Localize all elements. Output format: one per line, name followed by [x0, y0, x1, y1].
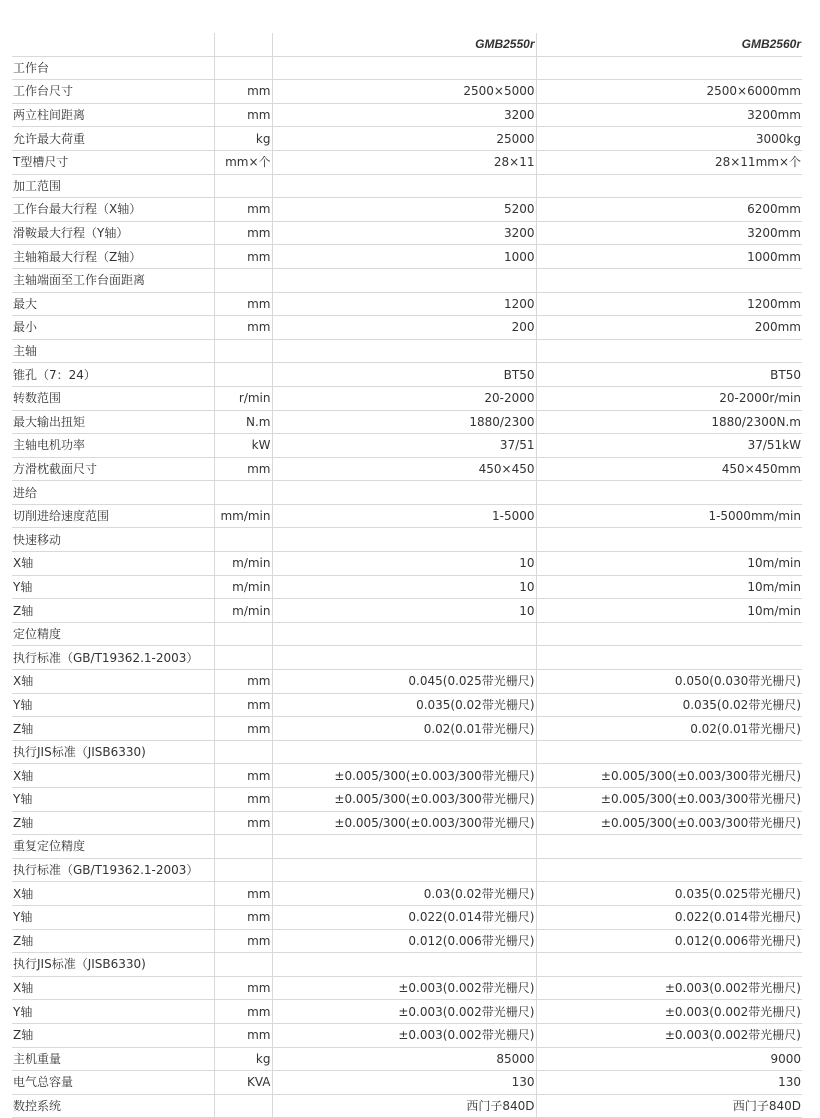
- header-name-cell: [12, 33, 214, 56]
- model-1-value-cell: ±0.003(0.002带光栅尺): [272, 1023, 536, 1047]
- spec-name-cell: 主轴端面至工作台面距离: [12, 268, 214, 292]
- spec-name-cell: T型槽尺寸: [12, 150, 214, 174]
- model-1-value-cell: 25000: [272, 127, 536, 151]
- table-row: [12, 599, 802, 623]
- model-1-value-cell: 0.022(0.014带光栅尺): [272, 905, 536, 929]
- table-row: [12, 150, 802, 174]
- model-2-value-cell: 450×450mm: [536, 457, 802, 481]
- section-row: [12, 953, 802, 977]
- spec-name-cell: 最大输出扭矩: [12, 410, 214, 434]
- model-2-value-cell: 10m/min: [536, 575, 802, 599]
- table-row: [12, 410, 802, 434]
- model-2-value-cell: 28×11mm×个: [536, 150, 802, 174]
- spec-unit-cell: [214, 481, 272, 505]
- spec-name-cell: 主机重量: [12, 1047, 214, 1071]
- section-row: [12, 174, 802, 198]
- spec-unit-cell: mm: [214, 316, 272, 340]
- spec-name-cell: Y轴: [12, 788, 214, 812]
- table-row: [12, 363, 802, 387]
- spec-unit-cell: [214, 174, 272, 198]
- model-1-value-cell: ±0.005/300(±0.003/300带光栅尺): [272, 788, 536, 812]
- spec-unit-cell: [214, 56, 272, 80]
- spec-unit-cell: mm: [214, 103, 272, 127]
- spec-unit-cell: mm: [214, 1023, 272, 1047]
- spec-name-cell: 最大: [12, 292, 214, 316]
- spec-unit-cell: m/min: [214, 575, 272, 599]
- model-1-value-cell: 5200: [272, 198, 536, 222]
- model-2-value-cell: 10m/min: [536, 599, 802, 623]
- spec-name-cell: 执行标准（GB/T19362.1-2003）: [12, 646, 214, 670]
- spec-unit-cell: mm: [214, 292, 272, 316]
- table-row: [12, 1071, 802, 1095]
- spec-name-cell: 执行JIS标准（JISB6330): [12, 953, 214, 977]
- header-unit-cell: [214, 33, 272, 56]
- table-row: [12, 575, 802, 599]
- spec-name-cell: 主轴箱最大行程（Z轴）: [12, 245, 214, 269]
- model-2-value-cell: 37/51kW: [536, 434, 802, 458]
- model-2-value-cell: [536, 646, 802, 670]
- spec-unit-cell: mm: [214, 221, 272, 245]
- spec-unit-cell: mm: [214, 882, 272, 906]
- model-2-value-cell: 西门子840D: [536, 1094, 802, 1118]
- spec-name-cell: X轴: [12, 670, 214, 694]
- spec-unit-cell: mm: [214, 717, 272, 741]
- section-row: [12, 622, 802, 646]
- model-2-value-cell: 10m/min: [536, 552, 802, 576]
- spec-unit-cell: [214, 622, 272, 646]
- spec-name-cell: Z轴: [12, 717, 214, 741]
- spec-name-cell: 工作台最大行程（X轴）: [12, 198, 214, 222]
- table-row: [12, 905, 802, 929]
- table-row: [12, 811, 802, 835]
- spec-name-cell: Z轴: [12, 1023, 214, 1047]
- spec-name-cell: 主轴电机功率: [12, 434, 214, 458]
- spec-name-cell: X轴: [12, 552, 214, 576]
- spec-unit-cell: mm: [214, 905, 272, 929]
- spec-name-cell: Z轴: [12, 811, 214, 835]
- model-1-value-cell: 85000: [272, 1047, 536, 1071]
- spec-name-cell: 加工范围: [12, 174, 214, 198]
- spec-unit-cell: mm: [214, 80, 272, 104]
- model-2-value-cell: 0.035(0.02带光栅尺): [536, 693, 802, 717]
- model-2-value-cell: 1200mm: [536, 292, 802, 316]
- section-row: [12, 858, 802, 882]
- spec-unit-cell: mm/min: [214, 504, 272, 528]
- spec-unit-cell: mm: [214, 764, 272, 788]
- spec-unit-cell: m/min: [214, 552, 272, 576]
- model-2-value-cell: ±0.003(0.002带光栅尺): [536, 976, 802, 1000]
- model-1-value-cell: ±0.005/300(±0.003/300带光栅尺): [272, 764, 536, 788]
- table-row: [12, 80, 802, 104]
- spec-name-cell: X轴: [12, 882, 214, 906]
- table-row: [12, 788, 802, 812]
- model-2-value-cell: 2500×6000mm: [536, 80, 802, 104]
- model-2-value-cell: 3000kg: [536, 127, 802, 151]
- model-1-value-cell: [272, 858, 536, 882]
- model-1-value-cell: 2500×5000: [272, 80, 536, 104]
- model-1-value-cell: 20-2000: [272, 386, 536, 410]
- table-row: [12, 764, 802, 788]
- model-2-value-cell: [536, 953, 802, 977]
- table-row: [12, 670, 802, 694]
- model-1-value-cell: 37/51: [272, 434, 536, 458]
- model-1-value-cell: 0.035(0.02带光栅尺): [272, 693, 536, 717]
- model-1-value-cell: 3200: [272, 221, 536, 245]
- model-1-value-cell: [272, 953, 536, 977]
- model-2-value-cell: [536, 56, 802, 80]
- table-row: [12, 386, 802, 410]
- table-row: [12, 127, 802, 151]
- model-1-value-cell: 200: [272, 316, 536, 340]
- model-1-value-cell: 1880/2300: [272, 410, 536, 434]
- table-row: [12, 1000, 802, 1024]
- model-2-value-cell: 1880/2300N.m: [536, 410, 802, 434]
- spec-name-cell: 滑鞍最大行程（Y轴）: [12, 221, 214, 245]
- model-1-value-cell: 450×450: [272, 457, 536, 481]
- table-row: [12, 504, 802, 528]
- section-row: [12, 740, 802, 764]
- spec-name-cell: Y轴: [12, 693, 214, 717]
- model-1-value-cell: 28×11: [272, 150, 536, 174]
- model-2-value-cell: [536, 339, 802, 363]
- spec-name-cell: 进给: [12, 481, 214, 505]
- model-2-value-cell: [536, 528, 802, 552]
- spec-unit-cell: [214, 528, 272, 552]
- spec-unit-cell: mm: [214, 976, 272, 1000]
- spec-name-cell: 允许最大荷重: [12, 127, 214, 151]
- spec-name-cell: 主轴: [12, 339, 214, 363]
- spec-unit-cell: [214, 646, 272, 670]
- spec-unit-cell: r/min: [214, 386, 272, 410]
- spec-name-cell: 执行标准（GB/T19362.1-2003）: [12, 858, 214, 882]
- model-1-value-cell: 1000: [272, 245, 536, 269]
- model-1-value-cell: [272, 646, 536, 670]
- spec-name-cell: 工作台: [12, 56, 214, 80]
- model-1-value-cell: 3200: [272, 103, 536, 127]
- spec-unit-cell: [214, 953, 272, 977]
- model-1-value-cell: [272, 174, 536, 198]
- table-row: [12, 1094, 802, 1118]
- model-1-value-cell: [272, 835, 536, 859]
- table-row: [12, 552, 802, 576]
- spec-table: [12, 33, 802, 1118]
- model-1-value-cell: 西门子840D: [272, 1094, 536, 1118]
- spec-name-cell: 定位精度: [12, 622, 214, 646]
- model-1-value-cell: 0.045(0.025带光栅尺): [272, 670, 536, 694]
- model-2-value-cell: 130: [536, 1071, 802, 1095]
- section-row: [12, 268, 802, 292]
- model-1-value-cell: 1-5000: [272, 504, 536, 528]
- spec-name-cell: 重复定位精度: [12, 835, 214, 859]
- model-2-value-cell: 3200mm: [536, 221, 802, 245]
- model-1-value-cell: [272, 622, 536, 646]
- spec-name-cell: X轴: [12, 976, 214, 1000]
- model-1-value-cell: 10: [272, 552, 536, 576]
- spec-name-cell: Y轴: [12, 575, 214, 599]
- model-1-value-cell: [272, 528, 536, 552]
- model-1-value-cell: [272, 56, 536, 80]
- model-1-value-cell: ±0.005/300(±0.003/300带光栅尺): [272, 811, 536, 835]
- spec-unit-cell: mm: [214, 198, 272, 222]
- spec-unit-cell: kW: [214, 434, 272, 458]
- spec-name-cell: Z轴: [12, 599, 214, 623]
- header-row: [12, 33, 802, 56]
- spec-unit-cell: mm: [214, 457, 272, 481]
- spec-name-cell: Z轴: [12, 929, 214, 953]
- model-2-value-cell: 0.02(0.01带光栅尺): [536, 717, 802, 741]
- model-2-value-cell: 0.035(0.025带光栅尺): [536, 882, 802, 906]
- section-row: [12, 56, 802, 80]
- spec-unit-cell: [214, 363, 272, 387]
- spec-unit-cell: kg: [214, 1047, 272, 1071]
- table-row: [12, 245, 802, 269]
- spec-name-cell: X轴: [12, 764, 214, 788]
- model-1-value-cell: 0.03(0.02带光栅尺): [272, 882, 536, 906]
- model-1-value-cell: ±0.003(0.002带光栅尺): [272, 1000, 536, 1024]
- spec-name-cell: 锥孔（7：24）: [12, 363, 214, 387]
- spec-name-cell: 转数范围: [12, 386, 214, 410]
- model-2-value-cell: 0.050(0.030带光栅尺): [536, 670, 802, 694]
- model-2-value-cell: ±0.003(0.002带光栅尺): [536, 1023, 802, 1047]
- model-2-value-cell: BT50: [536, 363, 802, 387]
- model-1-header: GMB2550r: [272, 33, 536, 56]
- spec-name-cell: 两立柱间距离: [12, 103, 214, 127]
- model-1-value-cell: 0.02(0.01带光栅尺): [272, 717, 536, 741]
- spec-unit-cell: mm: [214, 929, 272, 953]
- model-2-value-cell: 0.022(0.014带光栅尺): [536, 905, 802, 929]
- model-1-value-cell: ±0.003(0.002带光栅尺): [272, 976, 536, 1000]
- table-row: [12, 693, 802, 717]
- model-2-value-cell: [536, 268, 802, 292]
- model-2-header: GMB2560r: [536, 33, 802, 56]
- model-2-value-cell: ±0.005/300(±0.003/300带光栅尺): [536, 811, 802, 835]
- spec-name-cell: 数控系统: [12, 1094, 214, 1118]
- spec-unit-cell: KVA: [214, 1071, 272, 1095]
- table-row: [12, 316, 802, 340]
- model-2-value-cell: 6200mm: [536, 198, 802, 222]
- model-2-value-cell: ±0.005/300(±0.003/300带光栅尺): [536, 788, 802, 812]
- model-2-value-cell: [536, 835, 802, 859]
- spec-name-cell: 方滑枕截面尺寸: [12, 457, 214, 481]
- spec-unit-cell: [214, 740, 272, 764]
- section-row: [12, 646, 802, 670]
- spec-body: [12, 56, 802, 1118]
- spec-unit-cell: mm×个: [214, 150, 272, 174]
- spec-unit-cell: mm: [214, 670, 272, 694]
- spec-unit-cell: N.m: [214, 410, 272, 434]
- model-2-value-cell: 0.012(0.006带光栅尺): [536, 929, 802, 953]
- model-2-value-cell: 1-5000mm/min: [536, 504, 802, 528]
- spec-name-cell: 工作台尺寸: [12, 80, 214, 104]
- spec-unit-cell: mm: [214, 811, 272, 835]
- table-row: [12, 221, 802, 245]
- table-row: [12, 292, 802, 316]
- model-2-value-cell: ±0.003(0.002带光栅尺): [536, 1000, 802, 1024]
- section-row: [12, 339, 802, 363]
- model-1-value-cell: [272, 481, 536, 505]
- spec-name-cell: 电气总容量: [12, 1071, 214, 1095]
- model-1-value-cell: [272, 740, 536, 764]
- table-row: [12, 1023, 802, 1047]
- model-2-value-cell: 9000: [536, 1047, 802, 1071]
- model-2-value-cell: 20-2000r/min: [536, 386, 802, 410]
- model-2-value-cell: ±0.005/300(±0.003/300带光栅尺): [536, 764, 802, 788]
- model-2-value-cell: 3200mm: [536, 103, 802, 127]
- table-row: [12, 103, 802, 127]
- model-2-value-cell: [536, 481, 802, 505]
- model-1-value-cell: [272, 268, 536, 292]
- spec-name-cell: 切削进给速度范围: [12, 504, 214, 528]
- table-row: [12, 929, 802, 953]
- spec-name-cell: 最小: [12, 316, 214, 340]
- spec-name-cell: 快速移动: [12, 528, 214, 552]
- table-row: [12, 198, 802, 222]
- model-1-value-cell: 0.012(0.006带光栅尺): [272, 929, 536, 953]
- model-1-value-cell: 1200: [272, 292, 536, 316]
- section-row: [12, 528, 802, 552]
- spec-unit-cell: mm: [214, 245, 272, 269]
- spec-unit-cell: [214, 858, 272, 882]
- table-row: [12, 717, 802, 741]
- model-2-value-cell: [536, 858, 802, 882]
- model-2-value-cell: 1000mm: [536, 245, 802, 269]
- model-1-value-cell: [272, 339, 536, 363]
- model-2-value-cell: [536, 740, 802, 764]
- spec-name-cell: Y轴: [12, 905, 214, 929]
- spec-name-cell: Y轴: [12, 1000, 214, 1024]
- table-row: [12, 882, 802, 906]
- spec-unit-cell: [214, 835, 272, 859]
- spec-unit-cell: m/min: [214, 599, 272, 623]
- spec-unit-cell: mm: [214, 1000, 272, 1024]
- spec-unit-cell: [214, 1094, 272, 1118]
- table-row: [12, 976, 802, 1000]
- spec-unit-cell: [214, 339, 272, 363]
- spec-unit-cell: kg: [214, 127, 272, 151]
- model-2-value-cell: [536, 622, 802, 646]
- table-row: [12, 1047, 802, 1071]
- spec-unit-cell: mm: [214, 788, 272, 812]
- section-row: [12, 835, 802, 859]
- model-1-value-cell: 10: [272, 599, 536, 623]
- model-1-value-cell: 10: [272, 575, 536, 599]
- section-row: [12, 481, 802, 505]
- spec-unit-cell: [214, 268, 272, 292]
- spec-name-cell: 执行JIS标准（JISB6330): [12, 740, 214, 764]
- table-row: [12, 434, 802, 458]
- table-row: [12, 457, 802, 481]
- model-2-value-cell: 200mm: [536, 316, 802, 340]
- model-1-value-cell: 130: [272, 1071, 536, 1095]
- model-1-value-cell: BT50: [272, 363, 536, 387]
- spec-unit-cell: mm: [214, 693, 272, 717]
- model-2-value-cell: [536, 174, 802, 198]
